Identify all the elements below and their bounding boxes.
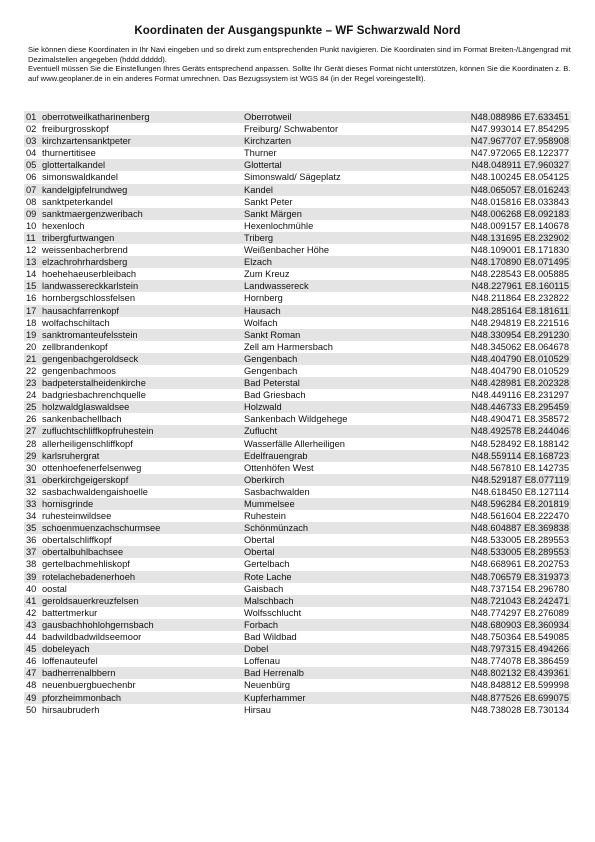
coordinates: N48.596284 E8.201819	[458, 498, 571, 510]
point-id: glottertalkandel	[40, 159, 242, 171]
coordinates: N48.100245 E8.054125	[470, 172, 569, 183]
table-row	[24, 619, 571, 631]
point-id: gengenbachgeroldseck	[40, 353, 242, 365]
point-id: wolfachschiltach	[42, 317, 110, 328]
coordinates: N48.449116 E8.231297	[471, 390, 569, 401]
point-id: dobeleyach	[40, 643, 242, 655]
coordinates: N48.065057 E8.016243	[458, 184, 571, 196]
intro-paragraph-2: Eventuell müssen Sie die Einstellungen Ihres Geräts entsprechend anpassen. Sollte Ihr Gerät dieses Format nicht unterstützen, können Sie die Koordinaten z. B. auf www.geoplaner.de in ein anderes Format umrechnen. Das Bezugssystem ist WGS 84 (in der Regel voreingestellt).	[28, 64, 571, 83]
table-row	[24, 389, 571, 401]
start-location: Wasserfälle Allerheiligen	[244, 438, 345, 449]
point-id: landwassereckkarlstein	[40, 280, 242, 292]
start-location: Gaisbach	[244, 583, 284, 594]
start-location: Holzwald	[242, 401, 458, 413]
point-id: oberkirchgeigerskopf	[40, 474, 242, 486]
coordinates: N48.533005 E8.289553	[458, 546, 571, 558]
coordinates: N47.993014 E7.854295	[470, 124, 569, 135]
point-id: kandelgipfelrundweg	[40, 184, 242, 196]
start-location: Zell am Harmersbach	[244, 341, 333, 352]
coordinates: N48.294819 E8.221516	[470, 317, 569, 328]
table-row	[24, 244, 571, 256]
table-row	[24, 220, 571, 232]
coordinates: N48.330954 E8.291230	[458, 329, 571, 341]
point-id: battertmerkur	[42, 607, 98, 618]
point-id: loffenauteufel	[42, 656, 98, 667]
start-location: Freiburg/ Schwabentor	[244, 124, 339, 135]
point-id: badwildbadwildseemoor	[42, 632, 142, 643]
point-number: 18	[26, 317, 37, 328]
point-id: gausbachhohlohgernsbach	[40, 619, 242, 631]
table-row	[24, 655, 571, 667]
table-row	[24, 486, 571, 498]
table-row	[24, 679, 571, 691]
table-row	[24, 341, 571, 353]
point-id: ottenhoefenerfelsenweg	[42, 462, 142, 473]
start-location: Landwassereck	[242, 280, 458, 292]
point-number: 46	[26, 656, 37, 667]
start-location: Dobel	[242, 643, 458, 655]
table-row	[24, 329, 571, 341]
coordinates-table	[24, 111, 571, 716]
table-row	[24, 111, 571, 123]
table-row	[24, 595, 571, 607]
point-number: 34	[26, 511, 37, 522]
point-number: 02	[26, 124, 37, 135]
point-number: 39	[24, 571, 40, 583]
coordinates-table-body	[24, 111, 571, 716]
start-location: Hausach	[242, 305, 458, 317]
point-number: 45	[24, 643, 40, 655]
point-id: badpeterstalheidenkirche	[40, 377, 242, 389]
coordinates: N48.618450 E8.127114	[471, 486, 569, 497]
point-id: hornbergschlossfelsen	[42, 293, 136, 304]
point-id: hornisgrinde	[40, 498, 242, 510]
table-row	[24, 159, 571, 171]
start-location: Sankt Peter	[244, 196, 293, 207]
table-row	[24, 631, 571, 643]
table-row	[24, 123, 571, 135]
start-location: Obertal	[244, 535, 275, 546]
point-number: 31	[24, 474, 40, 486]
table-row	[24, 558, 571, 570]
table-row	[24, 256, 571, 268]
coordinates: N48.492578 E8.244046	[458, 425, 571, 437]
page-title: Koordinaten der Ausgangspunkte – WF Schwarzwald Nord	[134, 25, 461, 37]
point-number: 09	[24, 208, 40, 220]
point-number: 06	[26, 172, 37, 183]
start-location: Gengenbach	[242, 353, 458, 365]
start-location: Bad Herrenalb	[242, 667, 458, 679]
table-row	[24, 401, 571, 413]
start-location: Wolfsschlucht	[244, 607, 302, 618]
coordinates: N48.529187 E8.077119	[458, 474, 571, 486]
point-id: geroldsauerkreuzfelsen	[40, 595, 242, 607]
point-id: tribergfurtwangen	[40, 232, 242, 244]
point-number: 14	[26, 269, 37, 280]
start-location: Rote Lache	[242, 571, 458, 583]
start-location: Neuenbürg	[244, 680, 291, 691]
start-location: Oberkirch	[242, 474, 458, 486]
point-id: freiburgrosskopf	[42, 124, 109, 135]
point-id: sankenbachellbach	[42, 414, 122, 425]
table-row	[24, 534, 571, 546]
start-location: Hexenlochmühle	[244, 220, 314, 231]
coordinates: N48.006268 E8.092183	[458, 208, 571, 220]
coordinates: N48.170890 E8.071495	[458, 256, 571, 268]
point-id: pforzheimmonbach	[40, 692, 242, 704]
point-id: obertalschliffkopf	[42, 535, 112, 546]
coordinates: N48.009157 E8.140678	[470, 220, 569, 231]
start-location: Zuflucht	[242, 425, 458, 437]
point-number: 26	[26, 414, 37, 425]
table-row	[24, 305, 571, 317]
table-row	[24, 571, 571, 583]
point-id: weissenbacherbrend	[42, 245, 128, 256]
table-row	[24, 474, 571, 486]
coordinates: N48.774078 E8.386459	[470, 656, 569, 667]
coordinates: N48.404790 E8.010529	[458, 353, 571, 365]
point-number: 16	[26, 293, 37, 304]
start-location: Forbach	[242, 619, 458, 631]
coordinates: N48.528492 E8.188142	[470, 438, 569, 449]
point-id: oberrotweilkatharinenberg	[40, 111, 242, 123]
coordinates: N48.109001 E8.171830	[470, 245, 569, 256]
coordinates: N48.404790 E8.010529	[470, 365, 569, 376]
point-number: 04	[26, 148, 37, 159]
point-id: zellbrandenkopf	[42, 341, 108, 352]
coordinates: N48.877526 E8.699075	[458, 692, 571, 704]
table-row	[24, 643, 571, 655]
start-location: Gertelbach	[244, 559, 290, 570]
point-number: 28	[26, 438, 37, 449]
coordinates: N48.490471 E8.358572	[470, 414, 569, 425]
coordinates: N48.048911 E7.960327	[458, 159, 571, 171]
point-number: 35	[24, 522, 40, 534]
start-location: Sankt Roman	[242, 329, 458, 341]
point-number: 11	[24, 232, 40, 244]
point-id: gengenbachmoos	[42, 365, 116, 376]
table-row	[24, 667, 571, 679]
coordinates: N48.285164 E8.181611	[458, 305, 571, 317]
point-number: 07	[24, 184, 40, 196]
start-location: Sankt Märgen	[242, 208, 458, 220]
start-location: Ruhestein	[244, 511, 286, 522]
table-row	[24, 147, 571, 159]
start-location: Thurner	[244, 148, 277, 159]
point-number: 36	[26, 535, 37, 546]
coordinates: N48.706579 E8.319373	[458, 571, 571, 583]
coordinates: N48.604887 E8.369838	[458, 522, 571, 534]
start-location: Bad Griesbach	[244, 390, 306, 401]
coordinates: N48.227961 E8.160115	[458, 280, 571, 292]
coordinates: N48.015816 E8.033843	[470, 196, 569, 207]
point-number: 19	[24, 329, 40, 341]
point-id: kirchzartensanktpeter	[40, 135, 242, 147]
table-row	[24, 353, 571, 365]
point-id: hausachfarrenkopf	[40, 305, 242, 317]
intro-text	[28, 45, 573, 83]
table-row	[24, 317, 571, 329]
coordinates: N48.561604 E8.222470	[470, 511, 569, 522]
point-id: holzwaldglaswaldsee	[40, 401, 242, 413]
table-row	[24, 232, 571, 244]
coordinates: N48.750364 E8.549085	[470, 632, 569, 643]
coordinates: N48.131695 E8.232902	[458, 232, 571, 244]
point-number: 21	[24, 353, 40, 365]
point-id: allerheiligenschliffkopf	[42, 438, 133, 449]
table-row	[24, 365, 571, 377]
point-number: 50	[26, 704, 37, 715]
coordinates: N48.774297 E8.276089	[470, 607, 569, 618]
table-row	[24, 438, 571, 450]
start-location: Bad Wildbad	[244, 632, 297, 643]
start-location: Zum Kreuz	[244, 269, 290, 280]
point-number: 15	[24, 280, 40, 292]
table-row	[24, 498, 571, 510]
point-id: thurnertitisee	[42, 148, 96, 159]
point-number: 20	[26, 341, 37, 352]
start-location: Obertal	[242, 546, 458, 558]
start-location: Weißenbacher Höhe	[244, 245, 330, 256]
table-row	[24, 280, 571, 292]
point-number: 47	[24, 667, 40, 679]
start-location: Simonswald/ Sägeplatz	[244, 172, 341, 183]
start-location: Mummelsee	[242, 498, 458, 510]
point-number: 30	[26, 462, 37, 473]
table-row	[24, 377, 571, 389]
point-number: 27	[24, 425, 40, 437]
point-number: 13	[24, 256, 40, 268]
point-number: 29	[24, 450, 40, 462]
start-location: Hirsau	[244, 704, 271, 715]
table-row	[24, 413, 571, 425]
point-number: 10	[26, 220, 37, 231]
table-row	[24, 607, 571, 619]
point-id: hexenloch	[42, 220, 85, 231]
point-number: 32	[26, 486, 37, 497]
start-location: Bad Peterstal	[242, 377, 458, 389]
coordinates: N48.559114 E8.168723	[458, 450, 571, 462]
coordinates: N48.738028 E8.730134	[470, 704, 569, 715]
point-id: badherrenalbbern	[40, 667, 242, 679]
table-row	[24, 171, 571, 183]
point-number: 41	[24, 595, 40, 607]
start-location: Hornberg	[244, 293, 283, 304]
point-id: sasbachwaldengaishoelle	[42, 486, 148, 497]
coordinates: N48.088986 E7.633451	[458, 111, 571, 123]
point-number: 33	[24, 498, 40, 510]
point-number: 24	[26, 390, 37, 401]
start-location: Kandel	[242, 184, 458, 196]
coordinates: N48.802132 E8.439361	[458, 667, 571, 679]
start-location: Sankenbach Wildgehege	[244, 414, 348, 425]
coordinates: N48.446733 E8.295459	[458, 401, 571, 413]
coordinates: N48.228543 E8.005885	[470, 269, 569, 280]
coordinates: N47.972065 E8.122377	[470, 148, 569, 159]
start-location: Gengenbach	[244, 365, 298, 376]
start-location: Loffenau	[244, 656, 281, 667]
table-row	[24, 450, 571, 462]
point-id: sanktmaergenzweribach	[40, 208, 242, 220]
coordinates: N48.428981 E8.202328	[458, 377, 571, 389]
table-row	[24, 704, 571, 716]
point-number: 40	[26, 583, 37, 594]
start-location: Malschbach	[242, 595, 458, 607]
point-number: 03	[24, 135, 40, 147]
point-id: oostal	[42, 583, 67, 594]
start-location: Elzach	[242, 256, 458, 268]
point-number: 17	[24, 305, 40, 317]
start-location: Ottenhöfen West	[244, 462, 314, 473]
table-row	[24, 692, 571, 704]
point-id: gertelbachmehliskopf	[42, 559, 130, 570]
table-row	[24, 546, 571, 558]
table-row	[24, 208, 571, 220]
point-number: 22	[26, 365, 37, 376]
table-row	[24, 522, 571, 534]
table-row	[24, 583, 571, 595]
point-id: obertalbuhlbachsee	[40, 546, 242, 558]
point-id: sanktpeterkandel	[42, 196, 113, 207]
table-row	[24, 268, 571, 280]
intro-paragraph-1: Sie können diese Koordinaten in Ihr Navi eingeben und so direkt zum entsprechenden Punkt navigieren. Die Koordinaten sind im Format Breiten-/Längengrad mit Dezimalstellen angegeben (hddd.ddddd).	[28, 45, 571, 64]
point-number: 01	[24, 111, 40, 123]
coordinates: N48.211864 E8.232822	[471, 293, 569, 304]
point-number: 12	[26, 245, 37, 256]
point-id: zufluchtschliffkopfruhestein	[40, 425, 242, 437]
point-id: schoenmuenzachschurmsee	[40, 522, 242, 534]
coordinates: N48.680903 E8.360934	[458, 619, 571, 631]
point-number: 25	[24, 401, 40, 413]
coordinates: N48.345062 E8.064678	[470, 341, 569, 352]
point-number: 37	[24, 546, 40, 558]
table-row	[24, 196, 571, 208]
coordinates: N48.567810 E8.142735	[470, 462, 569, 473]
point-id: rotelachebadenerhoeh	[40, 571, 242, 583]
table-row	[24, 425, 571, 437]
point-number: 38	[26, 559, 37, 570]
point-number: 05	[24, 159, 40, 171]
point-number: 49	[24, 692, 40, 704]
start-location: Glottertal	[242, 159, 458, 171]
point-number: 42	[26, 607, 37, 618]
start-location: Kirchzarten	[242, 135, 458, 147]
point-id: simonswaldkandel	[42, 172, 118, 183]
point-id: hoehehaeuserbleibach	[42, 269, 137, 280]
table-row	[24, 135, 571, 147]
point-id: ruhesteinwildsee	[42, 511, 112, 522]
table-row	[24, 510, 571, 522]
point-id: neuenbuergbuechenbr	[42, 680, 136, 691]
coordinates: N48.797315 E8.494266	[458, 643, 571, 655]
point-number: 43	[24, 619, 40, 631]
coordinates: N48.721043 E8.242471	[458, 595, 571, 607]
coordinates: N48.848812 E8.599998	[470, 680, 569, 691]
table-row	[24, 462, 571, 474]
point-id: badgriesbachrenchquelle	[42, 390, 146, 401]
point-id: karlsruhergrat	[40, 450, 242, 462]
coordinates: N48.737154 E8.296780	[470, 583, 569, 594]
coordinates: N48.533005 E8.289553	[470, 535, 569, 546]
point-id: elzachrohrhardsberg	[40, 256, 242, 268]
start-location: Schönmünzach	[242, 522, 458, 534]
start-location: Wolfach	[244, 317, 278, 328]
start-location: Triberg	[242, 232, 458, 244]
table-row	[24, 292, 571, 304]
point-number: 08	[26, 196, 37, 207]
table-row	[24, 184, 571, 196]
start-location: Edelfrauengrab	[242, 450, 458, 462]
point-number: 23	[24, 377, 40, 389]
point-id: sanktromanteufelsstein	[40, 329, 242, 341]
coordinates: N47.967707 E7.958908	[458, 135, 571, 147]
start-location: Kupferhammer	[242, 692, 458, 704]
coordinates: N48.668961 E8.202753	[470, 559, 569, 570]
point-id: hirsaubruderh	[42, 704, 100, 715]
point-number: 44	[26, 632, 37, 643]
start-location: Sasbachwalden	[244, 486, 310, 497]
start-location: Oberrotweil	[242, 111, 458, 123]
point-number: 48	[26, 680, 37, 691]
